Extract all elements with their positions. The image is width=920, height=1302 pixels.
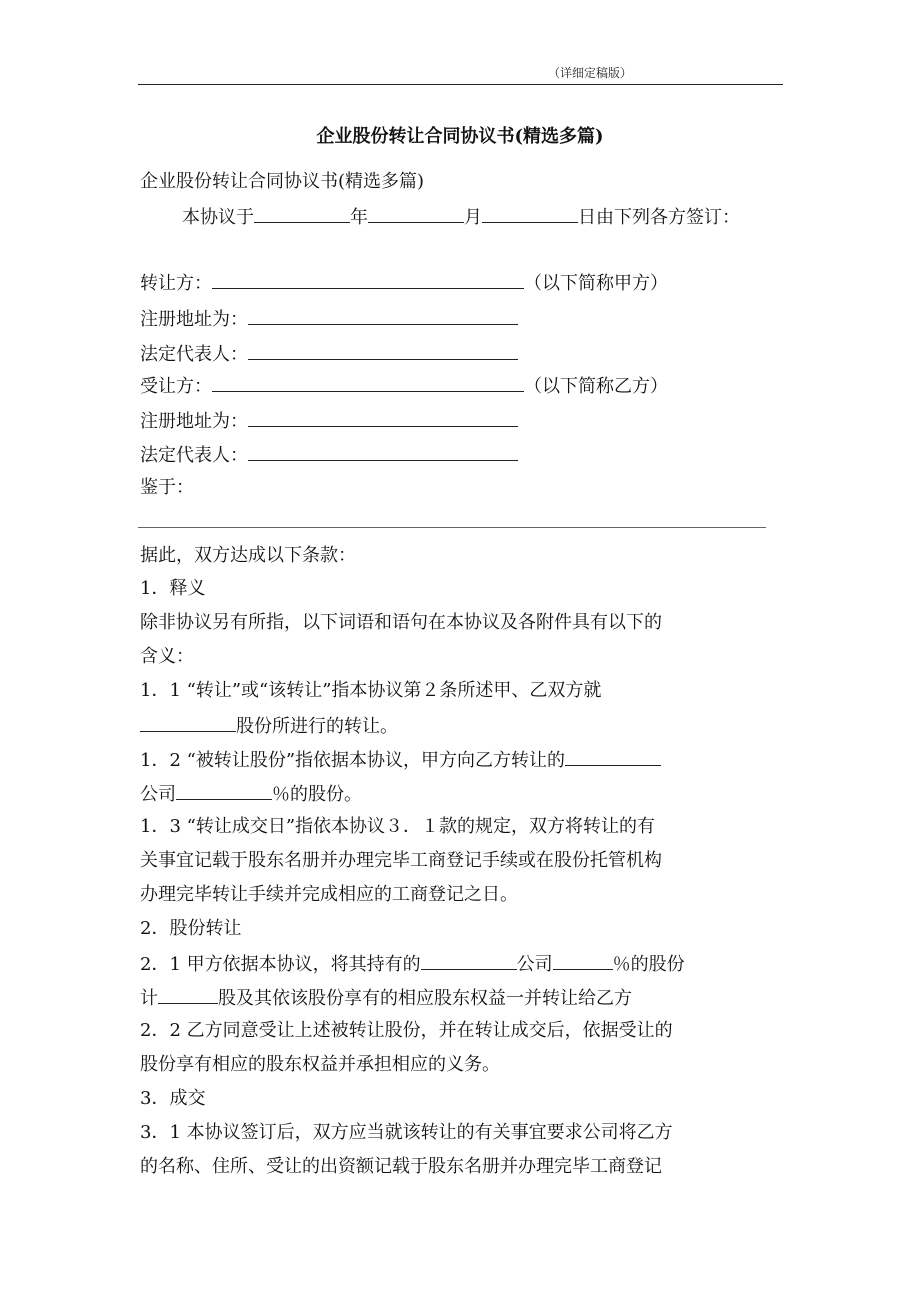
clause-3-1-line-2: 的名称、住所、受让的出资额记载于股东名册并办理完毕工商登记 <box>140 1156 662 1177</box>
clause-2-1-company-blank[interactable] <box>421 951 517 970</box>
clause-2-1-company-label: 公司 <box>516 954 553 975</box>
clause-2-1-shares-blank[interactable] <box>158 985 218 1004</box>
transferee-address-blank[interactable] <box>248 408 518 427</box>
clause-2-2-line-2: 股份享有相应的股东权益并承担相应的义务。 <box>140 1054 500 1075</box>
transferor-address-blank[interactable] <box>248 306 518 325</box>
clause-1-2-line-1 <box>140 747 661 773</box>
document-title: 企业股份转让合同协议书(精选多篇) <box>316 126 604 147</box>
clause-3-1-line-1: 3．1 本协议签订后，双方应当就该转让的有关事宜要求公司将乙方 <box>140 1122 673 1143</box>
transferee-blank[interactable] <box>212 373 524 392</box>
clause-2-2-line-1: 2．2 乙方同意受让上述被转让股份，并在转让成交后，依据受让的 <box>140 1020 673 1041</box>
section-1-intro-line-2: 含义： <box>140 646 194 667</box>
transferor-address-line <box>140 306 518 332</box>
clause-1-1-line-1: 1．1 “转让”或“该转让”指本协议第２条所述甲、乙双方就 <box>140 680 602 701</box>
transferor-rep-line <box>140 341 518 367</box>
section-2-heading: 2．股份转让 <box>140 918 242 939</box>
transferor-rep-blank[interactable] <box>248 341 518 360</box>
header-rule <box>138 84 783 85</box>
clause-1-2-text: 1．2 “被转让股份”指依据本协议，甲方向乙方转让的 <box>140 750 566 771</box>
clause-2-1-shares-text: 股及其依该股份享有的相应股东权益一并转让给乙方 <box>218 988 632 1009</box>
transferee-rep-line <box>140 442 518 468</box>
clause-2-1-percent-label: ％的股份 <box>612 954 685 975</box>
transferee-address-label: 注册地址为： <box>140 411 248 432</box>
clause-1-2-line-2 <box>140 781 362 807</box>
transferee-rep-blank[interactable] <box>248 442 518 461</box>
transferor-rep-label: 法定代表人： <box>140 344 248 365</box>
transferee-line <box>140 373 668 399</box>
month-blank[interactable] <box>368 204 464 223</box>
clause-1-1-line-2 <box>140 713 398 739</box>
clause-2-1-text: 2．1 甲方依据本协议，将其持有的 <box>140 954 421 975</box>
section-1-intro-line-1: 除非协议另有所指，以下词语和语句在本协议及各附件具有以下的 <box>140 612 662 633</box>
clause-1-3-line-3: 办理完毕转让手续并完成相应的工商登记之日。 <box>140 884 518 905</box>
year-blank[interactable] <box>254 204 350 223</box>
transferor-line <box>140 270 668 296</box>
section-1-heading: 1．释义 <box>140 578 206 599</box>
sign-intro-text: 本协议于 <box>182 207 254 228</box>
month-label: 月 <box>464 207 482 228</box>
transferor-note: （以下简称甲方） <box>524 273 668 294</box>
clause-2-1-count-label: 计 <box>140 988 158 1009</box>
transferor-blank[interactable] <box>212 270 524 289</box>
transferor-label: 转让方： <box>140 273 212 294</box>
whereas-label: 鉴于： <box>140 477 194 498</box>
header-note: （详细定稿版） <box>548 66 633 80</box>
clause-1-1-blank[interactable] <box>140 713 236 732</box>
clause-1-2-percent-blank[interactable] <box>176 781 272 800</box>
clause-2-1-line-1 <box>140 951 685 977</box>
transferee-rep-label: 法定代表人： <box>140 445 248 466</box>
whereas-blank-line[interactable] <box>138 527 766 528</box>
clause-1-3-line-1: 1．3 “转让成交日”指依本协议３．１款的规定，双方将转让的有 <box>140 816 656 837</box>
clause-1-2-company-blank[interactable] <box>565 747 661 766</box>
transferee-address-line <box>140 408 518 434</box>
clause-1-2-company-label: 公司 <box>140 784 176 805</box>
transferee-label: 受让方： <box>140 376 212 397</box>
section-3-heading: 3．成交 <box>140 1088 206 1109</box>
clause-1-2-percent-label: ％的股份。 <box>272 784 362 805</box>
agreement-intro: 据此，双方达成以下条款： <box>140 545 356 566</box>
year-label: 年 <box>350 207 368 228</box>
signing-date-line <box>182 204 740 230</box>
transferor-address-label: 注册地址为： <box>140 309 248 330</box>
clause-2-1-percent-blank[interactable] <box>553 951 613 970</box>
clause-1-3-line-2: 关事宜记载于股东名册并办理完毕工商登记手续或在股份托管机构 <box>140 850 662 871</box>
day-label: 日由下列各方签订： <box>578 207 740 228</box>
clause-2-1-line-2 <box>140 985 632 1011</box>
day-blank[interactable] <box>482 204 578 223</box>
clause-1-1-text: 股份所进行的转让。 <box>236 716 398 737</box>
document-subtitle: 企业股份转让合同协议书(精选多篇) <box>140 171 425 192</box>
transferee-note: （以下简称乙方） <box>524 376 668 397</box>
